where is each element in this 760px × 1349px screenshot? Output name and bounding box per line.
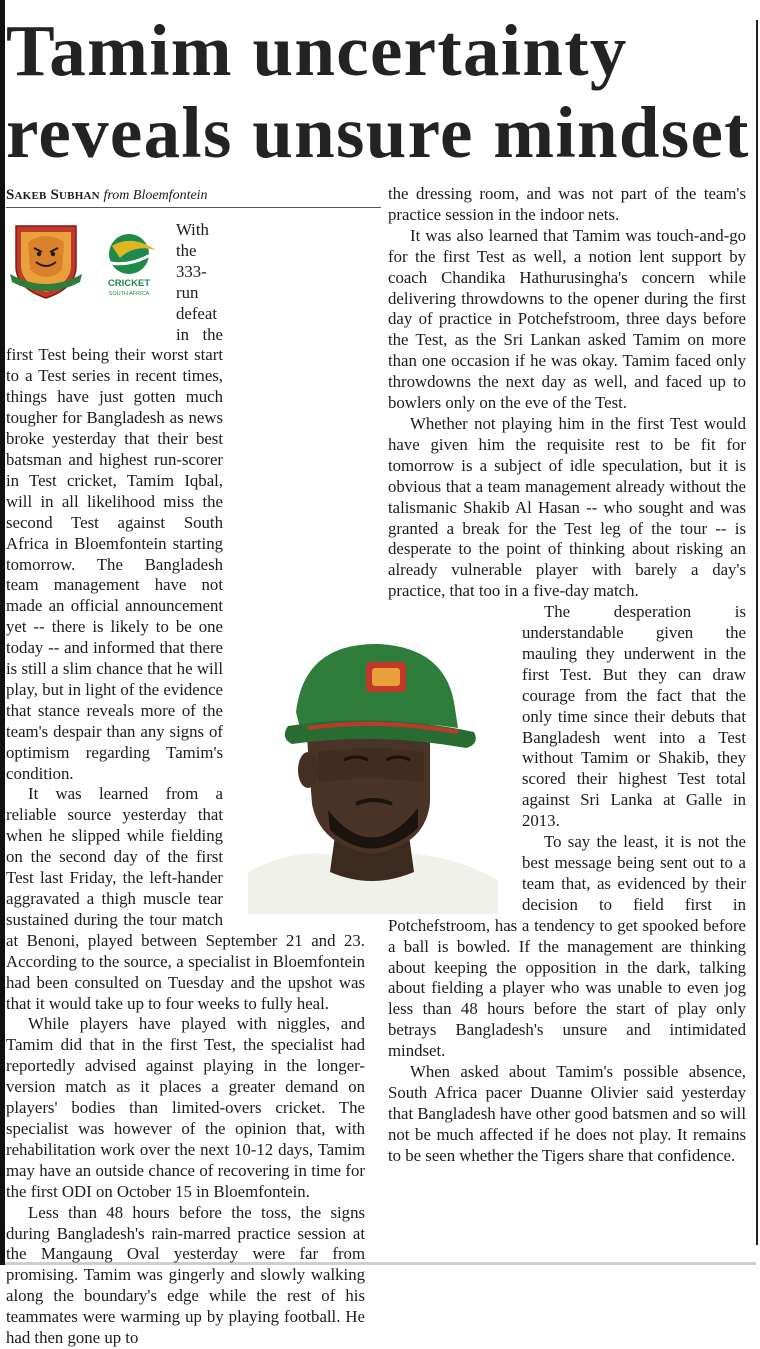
paragraph: The desperation is understandable given the mauling they underwent in the first Test. But they can draw courage from the fact that the only time since their debuts that Bangladesh went into a Test without Tamim or Shakib, they scored their highest Test total against Sri Lanka at Galle in 2013. — [522, 602, 746, 831]
paragraph: the dressing room, and was not part of the team's practice session in the indoor nets. — [388, 184, 746, 224]
byline-rule — [6, 207, 381, 208]
page-left-border — [0, 0, 5, 1265]
player-photo — [248, 632, 498, 914]
paragraph: Less than 48 hours before the toss, the signs during Bangladesh's rain-marred practice session at the Mangaung Oval yesterday were far from promising. Tamim was gingerly and slowly walking along the boundary's edge while the rest of his teammates were warming up by playing football. He had then gone up to — [6, 1202, 365, 1348]
paragraph: To say the least, it is not the best message being sent out to a team that, as evidenced by their decision to field first in Potchefstroom, has a tendency to get spooked before a ball is bowled. If the management are thinking about keeping the opposition in the dark, talking about fielding a player who was unable to even jog less than 48 hours before the start of play only betrays Bangladesh's unsure and intimidated mindset. — [388, 832, 746, 1061]
paragraph: It was learned from a reliable source yesterday that when he slipped while fielding on the second day of the first Test last Friday, the left-hander aggravated a thigh muscle tear sustained during the tour match at Benoni, played between September 21 and 23. According to the source, a specialist in Bloemfontein had been consulted on Tuesday and the upshot was that it would take up to four weeks to fully heal. — [6, 784, 365, 1013]
paragraph: Whether not playing him in the first Test would have given him the requisite rest to be fit for tomorrow is a subject of idle speculation, but it is obvious that a team management already without the talismanic Shakib Al Hasan -- who sought and was granted a break for the Test leg of the tour -- is desperate to the point of thinking about risking an already vulnerable player with barely a day's practice, that too in a five-day match. — [388, 413, 746, 601]
headline: Tamim uncertainty reveals unsure mindset — [6, 10, 750, 173]
byline-location: from Bloemfontein — [103, 188, 208, 203]
paragraph: When asked about Tamim's possible absence, South Africa pacer Duanne Olivier said yesterday that Bangladesh have other good batsmen and so will not be much affected if he does not play. It remains to be seen whether the Tigers share that confidence. — [388, 1062, 746, 1165]
paragraph: While players have played with niggles, and Tamim did that in the first Test, the specialist had reportedly advised against playing in the longer-version match as it places a greater demand on players' bodies than limited-overs cricket. The specialist was however of the opinion that, with rehabilitation work over the next 10-12 days, Tamim may have an outside chance of recovering in time for the first ODI on October 15 in Bloemfontein. — [6, 1014, 365, 1201]
paragraph: With the 333-run defeat in the first Test being their worst start to a Test series in recent times, things have just gotten much tougher for Bangladesh as news broke yesterday that their best batsman and highest run-scorer in Test cricket, Tamim Iqbal, will in all likelihood miss the second Test against South Africa in Bloemfontein starting tomorrow. The Bangladesh team management have not made an official announcement yet -- there is likely to be one today -- and informed that there is still a slim chance that he will play, but in light of the evidence that stance reveals more of the team's despair than any signs of optimism regarding Tamim's condition. — [6, 220, 223, 783]
byline — [6, 186, 376, 205]
paragraph: It was also learned that Tamim was touch-and-go for the first Test as well, a notion lent support by coach Chandika Hathurusingha's concern while delivering throwdowns to the opener during the first day of practice in Potchefstroom, three days before the Test, as the Sri Lankan asked Tamim on more than one occasion if he was okay. Tamim faced only throwdowns the next day as well, and faced up to bowlers only on the eve of the Test. — [388, 225, 746, 413]
svg-text:SOUTH AFRICA: SOUTH AFRICA — [108, 291, 150, 297]
byline-author: Sakeb Subhan — [6, 187, 100, 203]
column-right-rule — [756, 20, 758, 1245]
svg-text:CRICKET: CRICKET — [107, 278, 151, 289]
